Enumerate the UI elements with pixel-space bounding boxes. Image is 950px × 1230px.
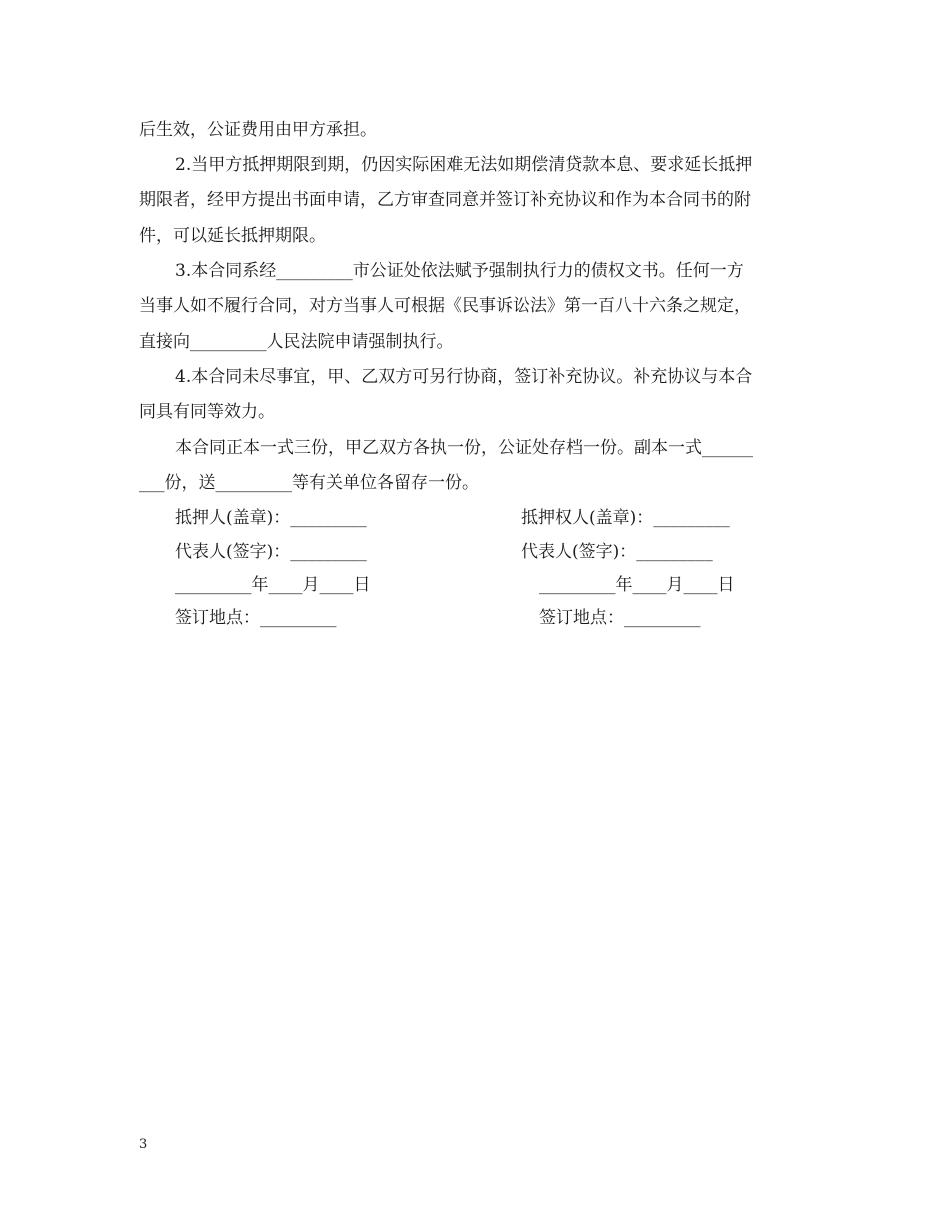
- copies-line-1: 本合同正本一式三份，甲乙双方各执一份，公证处存档一份。副本一式______: [175, 438, 753, 458]
- clause-2-line-3: 件，可以延长抵押期限。: [139, 226, 326, 246]
- clause-2-line-1: 2.当甲方抵押期限到期，仍因实际困难无法如期偿清贷款本息、要求延长抵押: [175, 155, 753, 175]
- clause-3-line-2: 当事人如不履行合同，对方当事人可根据《民事诉讼法》第一百八十六条之规定，: [139, 296, 751, 316]
- page-number: 3: [139, 1137, 148, 1152]
- clause-2-line-2: 期限者，经甲方提出书面申请，乙方审查同意并签订补充协议和作为本合同书的附: [139, 190, 751, 210]
- copies-line-2: ___份，送_________等有关单位各留存一份。: [139, 473, 479, 493]
- mortgagee-representative-field: 代表人(签字)：_________: [521, 542, 713, 562]
- clause-3-line-1: 3.本合同系经_________市公证处依法赋予强制执行力的债权文书。任何一方: [175, 261, 744, 281]
- clause-3-line-3: 直接向_________人民法院申请强制执行。: [139, 332, 454, 352]
- clause-4-line-1: 4.本合同未尽事宜，甲、乙双方可另行协商，签订补充协议。补充协议与本合: [175, 367, 753, 387]
- paragraph-continuation-line: 后生效，公证费用由甲方承担。: [139, 120, 377, 140]
- mortgagee-date-field: _________年____月____日: [539, 575, 735, 595]
- mortgagor-representative-field: 代表人(签字)：_________: [175, 542, 367, 562]
- mortgagor-place-field: 签订地点：_________: [175, 608, 337, 628]
- mortgagee-place-field: 签订地点：_________: [539, 608, 701, 628]
- clause-4-line-2: 同具有同等效力。: [139, 402, 275, 422]
- mortgagee-seal-field: 抵押权人(盖章)：_________: [521, 508, 730, 528]
- mortgagor-date-field: _________年____月____日: [175, 575, 371, 595]
- mortgagor-seal-field: 抵押人(盖章)：_________: [175, 508, 367, 528]
